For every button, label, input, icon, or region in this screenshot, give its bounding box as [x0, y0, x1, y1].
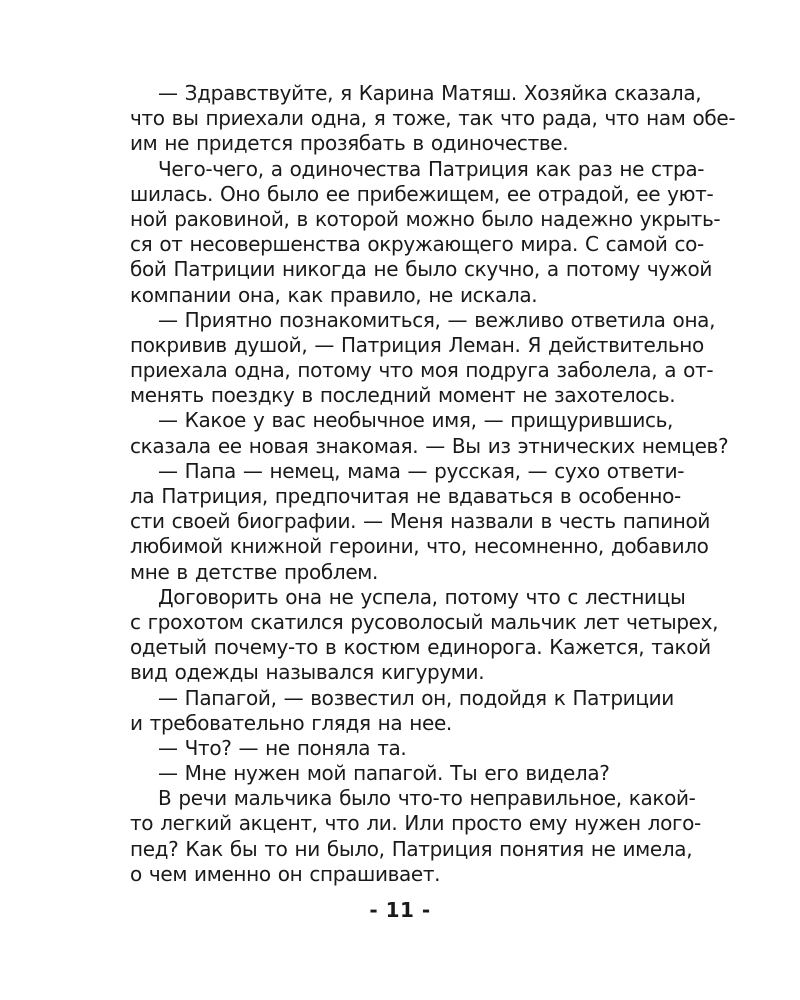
text-line: приехала одна, потому что моя подруга заболела, а от-: [130, 358, 714, 383]
text-line: ла Патриция, предпочитая не вдаваться в особенно-: [130, 484, 681, 508]
text-line: любимой книжной героини, что, несомненно, добавило: [130, 534, 709, 559]
text-line: то легкий акцент, что ли. Или просто ему нужен лого-: [130, 811, 701, 836]
text-line: компании она, как правило, не искала.: [130, 282, 538, 307]
text-line: о чем именно он спрашивает.: [130, 861, 441, 886]
text-line: — Мне нужен мой папагой. Ты его видела?: [158, 761, 610, 786]
text-line: Чего-чего, а одиночества Патриция как раз не стра-: [158, 156, 705, 181]
text-line: менять поездку в последний момент не захотелось.: [130, 383, 676, 408]
text-line: ся от несовершенства окружающего мира. С самой со-: [130, 232, 704, 257]
text-line: — Папагой, — возвестил он, подойдя к Патриции: [158, 685, 674, 710]
text-line: — Здравствуйте, я Карина Матяш. Хозяйка сказала,: [158, 81, 702, 105]
text-line: — Папа — немец, мама — русская, — сухо ответи-: [158, 458, 685, 483]
text-line: мне в детстве проблем.: [130, 559, 379, 584]
body-text: [130, 81, 736, 887]
text-line: — Приятно познакомиться, — вежливо ответила она,: [158, 307, 716, 332]
text-line: вид одежды назывался кигуруми.: [130, 660, 485, 685]
page-number: - 11 -: [369, 898, 431, 922]
text-line: ной раковиной, в которой можно было надежно укрыть-: [130, 206, 721, 231]
text-line: шилась. Оно было ее прибежищем, ее отрадой, ее уют-: [130, 181, 714, 206]
text-line: одетый почему-то в костюм единорога. Кажется, такой: [130, 635, 711, 660]
text-line: покривив душой, — Патриция Леман. Я действительно: [130, 332, 704, 357]
text-line: — Какое у вас необычное имя, — прищурившись,: [158, 408, 674, 433]
text-line: пед? Как бы то ни было, Патриция понятия не имела,: [130, 836, 693, 861]
text-line: с грохотом скатился русоволосый мальчик лет четырех,: [130, 609, 719, 634]
text-line: сти своей биографии. — Меня назвали в честь папиной: [130, 509, 710, 534]
text-line: сказала ее новая знакомая. — Вы из этнических немцев?: [130, 433, 729, 458]
text-line: В речи мальчика было что-то неправильное, какой-: [158, 786, 696, 811]
text-line: и требовательно глядя на нее.: [130, 710, 452, 735]
text-line: что вы приехали одна, я тоже, так что рада, что нам обе-: [130, 106, 736, 131]
text-line: бой Патриции никогда не было скучно, а потому чужой: [130, 257, 713, 282]
text-line: — Что? — не поняла та.: [158, 735, 407, 760]
text-line: им не придется прозябать в одиночестве.: [130, 131, 569, 156]
text-line: Договорить она не успела, потому что с лестницы: [158, 584, 686, 609]
